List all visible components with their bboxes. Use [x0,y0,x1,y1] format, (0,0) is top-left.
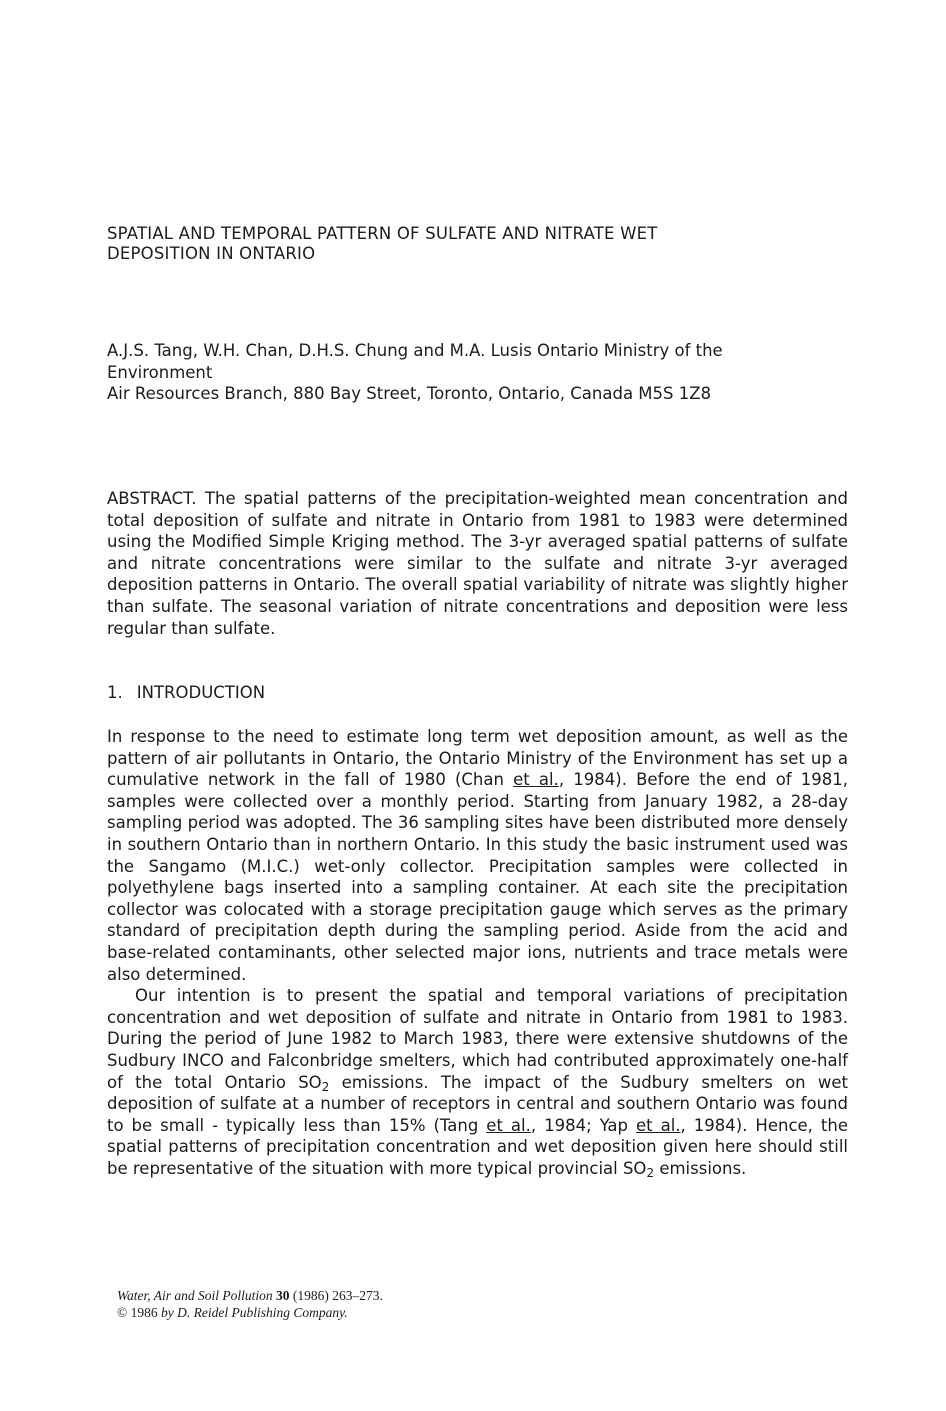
authors-line-1: A.J.S. Tang, W.H. Chan, D.H.S. Chung and M.A. Lusis Ontario Ministry of the [107,341,723,360]
copyright-year: 1986 [130,1305,158,1320]
subscript: 2 [321,1079,330,1094]
journal-name: Water, Air and Soil Pollution [117,1288,273,1303]
paragraph-text: emissions. [654,1158,747,1178]
paper-title [107,224,807,264]
title-line-2: DEPOSITION IN ONTARIO [107,244,316,263]
paragraph-text: In response to the need to estimate long term wet deposition amount, as well as the pattern of air pollutants in Ontario, the Ontario Ministry of the Environment has set up a cumulative network in the fall of 1980 (Chan [107,727,848,790]
paragraph-text: , 1984; Yap [530,1115,636,1135]
copyright-line [117,1304,383,1321]
authors-line-2: Environment [107,362,213,382]
copyright-symbol: © [117,1305,128,1320]
paragraph-1 [107,726,848,985]
paragraph-2 [107,985,848,1179]
authors-line-3: Air Resources Branch, 880 Bay Street, Toronto, Ontario, Canada M5S 1Z8 [107,384,712,403]
paragraph-text: , 1984). Hence, the spatial patterns of precipitation concentration and wet deposition given here should still be representative of the situation with more typical provincial SO [107,1115,848,1178]
citation-et-al: et al. [486,1115,531,1135]
introduction-body [107,726,848,1179]
paragraph-text: , 1984). Before the end of 1981, samples were collected over a monthly period. Starting from January 1982, a 28-day sampling period was adopted. The 36 sampling sites have been distributed more densely in southern Ontario than in northern Ontario. In this study the basic instrument used was the Sangamo (M.I.C.) wet-only collector. Precipitation samples were collected in polyethylene bags inserted into a sampling container. At each site the precipitation collector was colocated with a storage precipitation gauge which serves as the primary standard of precipitation depth during the sampling period. Aside from the acid and base-related contaminants, other selected major ions, nutrients and trace metals were also determined. [107,770,849,984]
title-line-1: SPATIAL AND TEMPORAL PATTERN OF SULFATE AND NITRATE WET [107,224,658,243]
section-number: 1. [107,683,123,702]
author-affiliation [107,340,852,405]
section-heading-introduction [107,682,265,703]
publisher: by D. Reidel Publishing Company. [161,1305,348,1320]
paragraph-text: Our intention is to present the spatial and temporal variations of precipitation concentration and wet deposition of sulfate and nitrate in Ontario from 1981 to 1983. During the period of June 1982 to March 1983, there were extensive shutdowns of the Sudbury INCO and Falconbridge smelters, which had contributed approximately one-half of the total Ontario SO [107,986,848,1092]
paragraph-text: emissions. The impact of the Sudbury smelters on wet deposition of sulfate at a number of receptors in central and southern Ontario was found to be small - typically less than 15% (Tang [107,1072,848,1135]
journal-footer [117,1287,383,1321]
abstract: ABSTRACT. The spatial patterns of the precipitation-weighted mean concentration and total deposition of sulfate and nitrate in Ontario from 1981 to 1983 were determined using the Modified Simple Kriging method. The 3-yr averaged spatial patterns of sulfate and nitrate concentrations were similar to the sulfate and nitrate 3-yr averaged deposition patterns in Ontario. The overall spatial variability of nitrate was slightly higher than sulfate. The seasonal variation of nitrate concentrations and deposition were less regular than sulfate. [107,489,848,638]
journal-volume: 30 [276,1288,290,1303]
citation-et-al: et al. [636,1115,681,1135]
citation-et-al: et al. [513,770,559,790]
subscript: 2 [646,1165,655,1180]
journal-pages: (1986) 263–273. [292,1288,383,1303]
citation-line [117,1287,383,1304]
section-title: INTRODUCTION [136,683,266,702]
